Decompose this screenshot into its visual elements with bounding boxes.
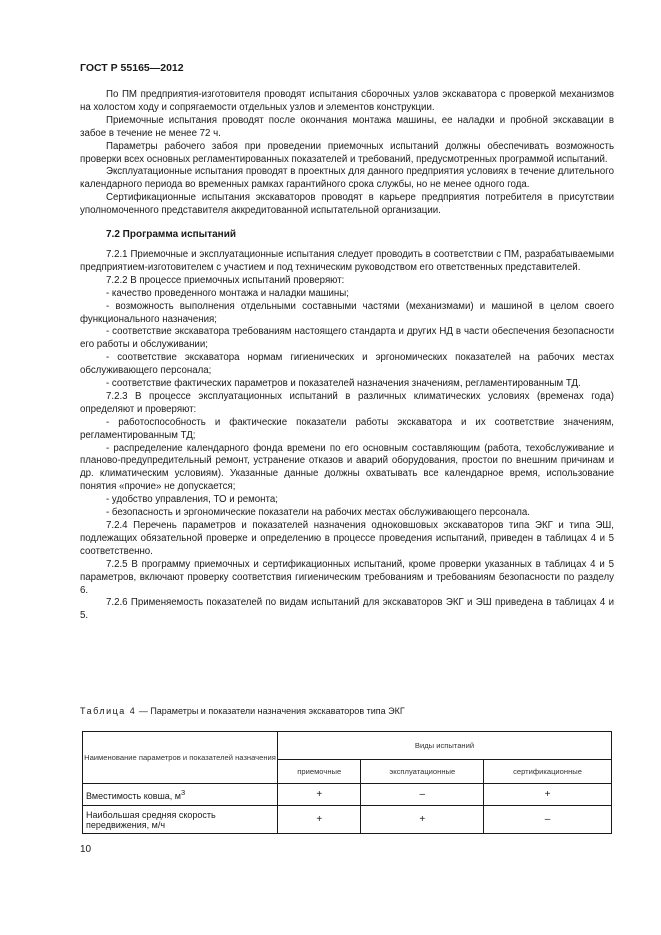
list-item: - соответствие экскаватора требованиям настоящего стандарта и других НД в части обеспечения безопасности его работы и обслуживании; xyxy=(80,326,614,351)
mark-cell: + xyxy=(278,784,361,806)
header-parameter-name: Наименование параметров и показателей назначения xyxy=(83,732,278,784)
parameters-table xyxy=(82,731,612,834)
header-acceptance: приемочные xyxy=(278,760,361,784)
page-number: 10 xyxy=(80,844,92,855)
row-name: Наибольшая средняя скорость передвижения, м/ч xyxy=(83,806,278,834)
header-test-types: Виды испытаний xyxy=(278,732,612,760)
list-item: - работоспособность и фактические показатели работы экскаватора и их соответствие значениям, регламентированным ТД; xyxy=(80,416,614,441)
table-row xyxy=(83,784,612,806)
row-name xyxy=(83,784,278,806)
list-item: - безопасность и эргономические показатели на рабочих местах обслуживающего персонала. xyxy=(106,507,530,519)
body-text xyxy=(80,89,614,623)
list-item: - соответствие экскаватора нормам гигиенических и эргономических показателей на рабочих местах обслуживающего персонала; xyxy=(80,352,614,377)
paragraph: Параметры рабочего забоя при проведении приемочных испытаний должны обеспечивать возможность проверки всех основных регламентированных показателей и требований, предусмотренных программой испытаний. xyxy=(80,140,614,165)
table-label: Таблица 4 xyxy=(80,706,137,716)
paragraph: 7.2.1 Приемочные и эксплуатационные испытания следует проводить в соответствии с ПМ, разрабатываемыми предприятием-изготовителем с участием и под техническим руководством его ответственных представителей. xyxy=(80,248,614,273)
paragraph: 7.2.4 Перечень параметров и показателей назначения одноковшовых экскаваторов типа ЭКГ и типа ЭШ, подлежащих обязательной проверке и определению в процессе проведения испытаний, приведен в таблицах 4 и 5 соответственно. xyxy=(80,520,614,557)
paragraph: 7.2.2 В процессе приемочных испытаний проверяют: xyxy=(106,274,345,286)
paragraph: 7.2.3 В процессе эксплуатационных испытаний в различных климатических условиях (временах года) определяют и проверяют: xyxy=(80,390,614,415)
table-row xyxy=(83,806,612,834)
table-title: — Параметры и показатели назначения экскаваторов типа ЭКГ xyxy=(138,706,405,716)
paragraph: 7.2.6 Применяемость показателей по видам испытаний для экскаваторов ЭКГ и ЭШ приведена в таблицах 4 и 5. xyxy=(80,597,614,622)
table-caption xyxy=(80,706,405,716)
row-name-text: Вместимость ковша, м xyxy=(86,791,181,801)
paragraph: 7.2.5 В программу приемочных и сертификационных испытаний, кроме проверки указанных в таблицах 4 и 5 параметров, включают проверку соответствия гигиеническим требованиям и требованиям безопасности по разделу 6. xyxy=(80,558,614,596)
mark-cell: + xyxy=(278,806,361,834)
header-certification: сертификационные xyxy=(484,760,612,784)
list-item: - возможность выполнения отдельными составными частями (механизмами) и машиной в целом своего функционального назначения; xyxy=(80,300,614,325)
mark-cell: + xyxy=(484,784,612,806)
header-operational: эксплуатационные xyxy=(361,760,484,784)
unit-superscript: 3 xyxy=(181,788,186,797)
paragraph: Приемочные испытания проводят после окончания монтажа машины, ее наладки и пробной экскавации в забое в течение не менее 72 ч. xyxy=(80,114,614,139)
section-title: 7.2 Программа испытаний xyxy=(106,229,237,241)
list-item: - соответствие фактических параметров и показателей назначения значениям, регламентированным ТД. xyxy=(106,378,581,390)
mark-cell: + xyxy=(361,806,484,834)
mark-cell: – xyxy=(484,806,612,834)
document-header: ГОСТ Р 55165—2012 xyxy=(80,62,184,74)
list-item: - распределение календарного фонда времени по его основным составляющим (работа, техобслуживание и планово-предупредительный ремонт, устранение отказов и аварий оборудования, простои по внешним причинам и др. климатическим условиям). Указанные данные должны охватывать все календарное время, использование понятия «прочие» не допускается; xyxy=(80,442,614,493)
mark-cell: – xyxy=(361,784,484,806)
paragraph: Эксплуатационные испытания проводят в проектных для данного предприятия условиях в течение длительного календарного периода во временных рамках гарантийного срока службы, но не менее одного года. xyxy=(80,166,614,191)
paragraph: По ПМ предприятия-изготовителя проводят испытания сборочных узлов экскаватора с проверкой механизмов на холостом ходу и сопрягаемости отдельных узлов и элементов конструкции. xyxy=(80,89,614,113)
paragraph: Сертификационные испытания экскаваторов проводят в карьере предприятия потребителя в присутствии уполномоченного представителя аккредитованной испытательной организации. xyxy=(80,192,614,217)
list-item: - качество проведенного монтажа и наладки машины; xyxy=(106,287,349,299)
list-item: - удобство управления, ТО и ремонта; xyxy=(106,494,278,506)
